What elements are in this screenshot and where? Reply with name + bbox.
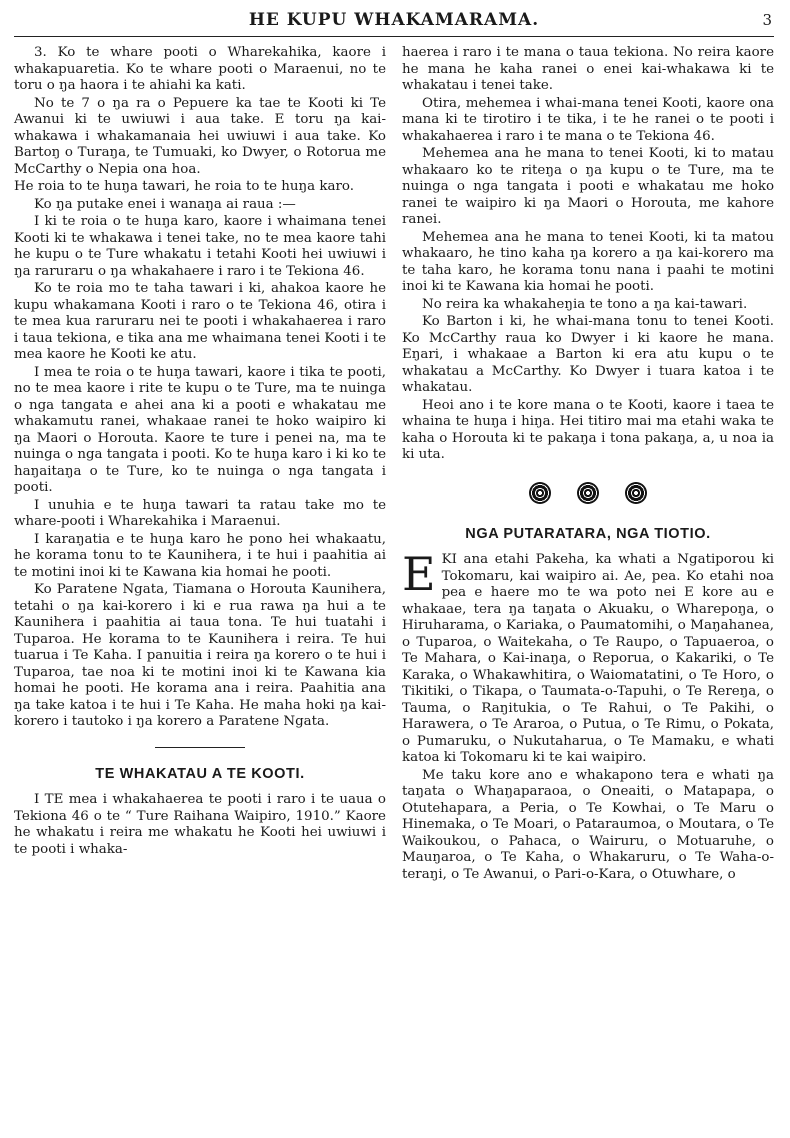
drop-cap: E bbox=[402, 547, 436, 601]
paragraph: Ko ŋa putake enei i wanaŋa ai raua :— bbox=[34, 196, 296, 212]
paragraph bbox=[402, 547, 774, 767]
left-column bbox=[14, 45, 386, 884]
paragraph: No reira ka whakaheŋia te tono a ŋa kai-tawari. bbox=[422, 296, 748, 312]
rosette-icon bbox=[625, 482, 647, 504]
ornament-row bbox=[402, 482, 774, 504]
paragraph: Otira, mehemea i whai-mana tenei Kooti, kaore ona mana ki te tirotiro i te tika, i te he ranei o te pooti i whakahaerea i raro i te mana o te Tekiona 46. bbox=[402, 95, 774, 144]
rosette-icon bbox=[529, 482, 551, 504]
paragraph: Mehemea ana he mana to tenei Kooti, ki ta matou whakaaro, he tino kaha ŋa korero a ŋa kai-korero ma te taha karo, he korama tonu nana i paahi te motini inoi ki te Kawana kia homai he pooti. bbox=[402, 229, 774, 294]
paragraph: Ko Paratene Ngata, Tiamana o Horouta Kaunihera, tetahi o ŋa kai-korero i ki e rua rawa ŋa hui a te Kaunihera i paahitia ai taua tona. Te hui tuatahi i Tuparoa. He korama to te Kaunihera i reira. Te hui tuarua i Te Kaha. I panuitia i reira ŋa korero o te hui i Tuparoa, tae noa ki te motini inoi ki te Kawana kia homai he pooti. He korama ana i reira. Paahitia ana ŋa take katoa i te hui i Te Kaha. He maha hoki ŋa kai-korero i tautoko i ŋa korero a Paratene Ngata. bbox=[14, 582, 386, 729]
paragraph: I ki te roia o te huŋa karo, kaore i whaimana tenei Kooti ki te whakawa i tenei take, no te mea kaore tahi he kupu o te Ture whakatu i tetahi Kooti hei uwiuwi i ŋa raruraru o ŋa whakahaere i raro i te Tekiona 46. bbox=[14, 214, 386, 279]
paragraph: haerea i raro i te mana o taua tekiona. No reira kaore he mana he kaha ranei o enei kai-whakawa ki te whakatau i tenei take. bbox=[402, 45, 774, 93]
paragraph: I karaŋatia e te huŋa karo he pono hei whakaatu, he korama tonu to te Kaunihera, i te hui i paahitia ai te motini inoi ki te Kawana kia homai he pooti. bbox=[14, 531, 386, 580]
right-column bbox=[402, 45, 774, 884]
paragraph: Ko Barton i ki, he whai-mana tonu to tenei Kooti. Ko McCarthy raua ko Dwyer i ki kaore he mana. Eŋari, i whakaae a Barton ki era atu kupu o te whakatau a McCarthy. Ko Dwyer i tuara katoa i te whakatau. bbox=[402, 314, 774, 395]
paragraph: I mea te roia o te huŋa tawari, kaore i tika te pooti, no te mea kaore i rite te kupu o te Ture, ma te nuinga o nga tangata e ahei ana ki a pooti e whakatau me whakamutu ranei, whakaae ranei te hoko waipiro ki ŋa Maori o Horouta. Kaore te ture i penei na, ma te nuinga o nga tangata i pooti. Ko te huŋa karo i ki ko te haŋaitaŋa o te Ture, ko te nuinga o nga tangata i pooti. bbox=[14, 364, 386, 495]
paragraph-text: KI ana etahi Pakeha, ka whati a Ngatiporou ki Tokomaru, kai waipiro ai. Ae, pea. Ko etahi noa pea e haere mo te wa poto nei E kore au e whakaae, tera ŋa taŋata o Akuaku, o Wharepoŋa, o Hiruharama, o Kariaka, o Paumatomihi, o Maŋahanea, o Tuparoa, o Waitekaha, o Te Raupo, o Tapuaeroa, o Te Mahara, o Kai-inaŋa, o Reporua, o Kakariki, o Te Karaka, o Whakawhitira, o Waiomatatini, o Te Horo, o Tikitiki, o Tikapa, o Taumata-o-Tapuhi, o Te Rereŋa, o Tauma, o Raŋitukia, o Te Rahui, o Te Pakihi, o Harawera, o Te Araroa, o Putua, o Te Rimu, o Pokata, o Pumaruku, o Nukutaharua, o Te Mamaku, e whati katoa ki Tokomaru ki te kai waipiro. bbox=[402, 552, 774, 765]
paragraph: I TE mea i whakahaerea te pooti i raro i te uaua o Tekiona 46 o te “ Ture Raihana Waipiro, 1910.” Kaore he whakatu i reira me whakatu he Kooti hei uwiuwi i te pooti i whaka- bbox=[14, 792, 386, 857]
paragraph: Mehemea ana he mana to tenei Kooti, ki to matau whakaaro ko te riteŋa o ŋa kupu o te Ture, ma te nuinga o nga tangata i pooti e whakatau me hoko ranei te waipiro ki ŋa Maori o Horouta, me kahore ranei. bbox=[402, 146, 774, 227]
section-title-putaratara: NGA PUTARATARA, NGA TIOTIO. bbox=[465, 525, 711, 542]
paragraph: No te 7 o ŋa ra o Pepuere ka tae te Kooti ki Te Awanui ki te uwiuwi i aua take. E toru ŋa kai-whakawa i whakamanaia hei uwiuwi i aua take. Ko Bartoŋ o Turaŋa, te Tumuaki, ko Dwyer, o Rotorua me McCarthy o Nepia ona hoa. bbox=[14, 95, 386, 177]
section-divider bbox=[155, 747, 245, 748]
page-number: 3 bbox=[762, 11, 772, 29]
rosette-icon bbox=[577, 482, 599, 504]
paragraph: Heoi ano i te kore mana o te Kooti, kaore i taea te whaina te huŋa i hiŋa. Hei titiro mai ma etahi waka te kaha o Horouta ki te pakaŋa i tona pakaŋa, a, u noa ia ki uta. bbox=[402, 397, 774, 462]
paragraph: Me taku kore ano e whakapono tera e whati ŋa taŋata o Whaŋaparaoa, o Oneaiti, o Matapapa, o Otutehapara, a Peria, o Te Kowhai, o Te Maru o Hinemaka, o Te Moari, o Pataraumoa, o Moutara, o Te Waikoukou, o Pahaca, o Wairuru, o Motuaruhe, o Mauŋaroa, o Te Kaha, o Whakaruru, o Te Waha-o-teraŋi, o Te Awanui, o Pari-o-Kara, o Otuwhare, o bbox=[402, 767, 774, 882]
paragraph: I unuhia e te huŋa tawari ta ratau take mo te whare-pooti i Wharekahika i Maraenui. bbox=[14, 497, 386, 529]
section-title-kooti: TE WHAKATAU A TE KOOTI. bbox=[95, 765, 305, 782]
page-title: HE KUPU WHAKAMARAMA. bbox=[248, 10, 540, 30]
paragraph: 3. Ko te whare pooti o Wharekahika, kaore i whakapuaretia. Ko te whare pooti o Maraenui, no te toru o ŋa haora i te ahiahi ka kati. bbox=[14, 45, 386, 93]
paragraph: Ko te roia mo te taha tawari i ki, ahakoa kaore he kupu whakamana Kooti i raro o te Tekiona 46, otira i te mea kua raruraru nei te pooti i whakahaerea i raro i taua tekiona, e tika ana me whaimana tenei Kooti i te mea kaore he Kooti ke atu. bbox=[14, 281, 386, 362]
paragraph: He roia to te huŋa tawari, he roia to te huŋa karo. bbox=[14, 179, 354, 194]
page-header bbox=[14, 6, 774, 37]
